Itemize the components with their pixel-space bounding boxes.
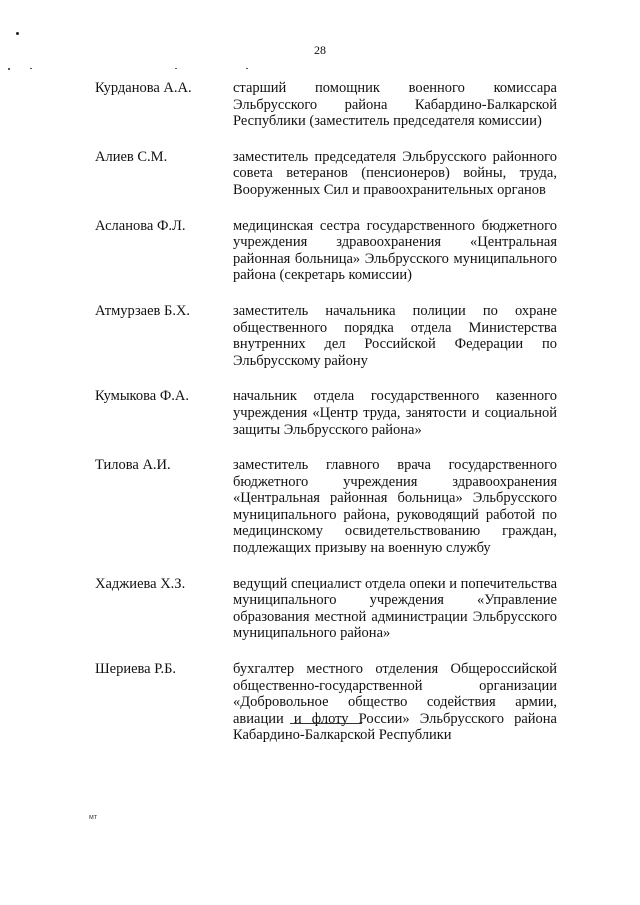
member-position: заместитель председателя Эльбрусского районного совета ветеранов (пенсионеров) войны, труда, Вооруженных Сил и правоохранительных органов xyxy=(233,148,557,198)
scan-artifact xyxy=(16,32,19,35)
member-name: Атмурзаев Б.Х. xyxy=(95,302,191,319)
member-position: начальник отдела государственного казенного учреждения «Центр труда, занятости и социальной защиты Эльбрусского района» xyxy=(233,388,557,438)
end-divider xyxy=(290,723,362,724)
member-position: старший помощник военного комиссара Эльбрусского района Кабардино-Балкарской Республики (заместитель председателя комиссии) xyxy=(233,80,557,130)
member-entry xyxy=(95,457,565,557)
member-position: бухгалтер местного отделения Общероссийской общественно-государственной организации «Добровольное общество содействия армии, авиации и флоту России» Эльбрусского района Кабардино-Балкарской Республики xyxy=(233,661,557,744)
scan-artifact xyxy=(175,68,177,69)
member-entry xyxy=(95,218,565,284)
member-entry xyxy=(95,80,565,130)
member-entry xyxy=(95,576,565,642)
scan-artifact xyxy=(8,68,10,70)
member-name: Курданова А.А. xyxy=(95,80,192,96)
member-entry xyxy=(95,303,565,369)
member-entry xyxy=(95,388,565,438)
member-position: заместитель главного врача государственного бюджетного учреждения здравоохранения «Центральная районная больница» Эльбрусского муниципального района, руководящий работой по медицинскому освидетельствованию граждан, подлежащих призыву на военную службу xyxy=(233,457,557,557)
member-name: Тилова А.И. xyxy=(95,457,171,474)
footer-mark: мт xyxy=(89,814,98,821)
member-position: заместитель начальника полиции по охране общественного порядка отдела Министерства внутренних дел Российской Федерации по Эльбрусскому району xyxy=(233,302,557,369)
page-number: 28 xyxy=(314,43,326,57)
member-entry xyxy=(95,661,565,744)
member-position: ведущий специалист отдела опеки и попечительства муниципального учреждения «Управление образования местной администрации Эльбрусского муниципального района» xyxy=(233,575,558,642)
member-name: Асланова Ф.Л. xyxy=(95,217,186,234)
scan-artifact xyxy=(30,68,32,69)
member-name: Шериева Р.Б. xyxy=(95,661,177,678)
member-entry xyxy=(95,149,565,199)
scan-artifact xyxy=(246,68,248,69)
member-position: медицинская сестра государственного бюджетного учреждения здравоохранения «Центральная районная больница» Эльбрусского муниципального района (секретарь комиссии) xyxy=(233,217,557,284)
member-name: Кумыкова Ф.А. xyxy=(95,388,190,405)
commission-member-list xyxy=(95,80,565,763)
member-name: Хаджиева Х.З. xyxy=(95,575,186,592)
member-name: Алиев С.М. xyxy=(95,148,168,165)
